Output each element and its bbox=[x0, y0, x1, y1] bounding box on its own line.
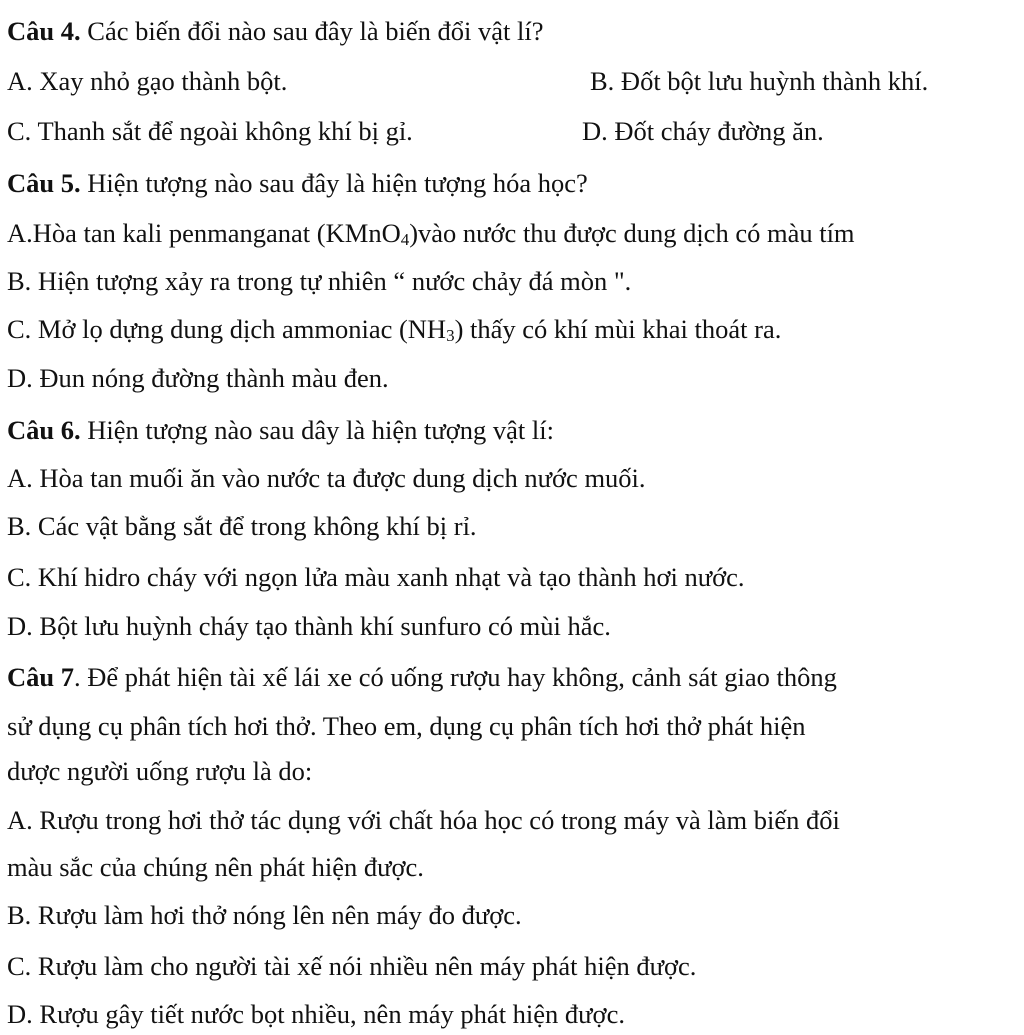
question-7-option-b: B. Rượu làm hơi thở nóng lên nên máy đo được. bbox=[7, 900, 522, 930]
question-7-option-a-line-1: A. Rượu trong hơi thở tác dụng với chất hóa học có trong máy và làm biến đổi bbox=[7, 805, 840, 835]
question-7-option-d: D. Rượu gây tiết nước bọt nhiều, nên máy phát hiện được. bbox=[7, 999, 625, 1029]
question-5-label: Câu 5. bbox=[7, 168, 81, 198]
question-4-option-d: D. Đốt cháy đường ăn. bbox=[582, 116, 824, 146]
question-5-option-d: D. Đun nóng đường thành màu đen. bbox=[7, 363, 389, 393]
question-5-option-c-pre: C. Mở lọ dựng dung dịch ammoniac (NH bbox=[7, 314, 447, 344]
question-5-stem bbox=[7, 166, 588, 200]
question-4-stem bbox=[7, 14, 544, 48]
question-5-option-a bbox=[7, 216, 855, 250]
question-6-option-c: C. Khí hidro cháy với ngọn lửa màu xanh nhạt và tạo thành hơi nước. bbox=[7, 562, 745, 592]
question-6-option-b: B. Các vật bằng sắt để trong không khí bị rỉ. bbox=[7, 511, 477, 541]
question-5-text: Hiện tượng nào sau đây là hiện tượng hóa học? bbox=[80, 168, 588, 198]
question-5-option-c bbox=[7, 312, 781, 346]
question-4-option-b: B. Đốt bột lưu huỳnh thành khí. bbox=[590, 66, 929, 96]
question-6-label: Câu 6. bbox=[7, 415, 81, 445]
question-4-text: Các biến đổi nào sau đây là biến đổi vật lí? bbox=[80, 16, 544, 46]
question-7-stem-line-3: dược người uống rượu là do: bbox=[7, 756, 313, 786]
question-6-stem bbox=[7, 413, 554, 447]
question-6-text: Hiện tượng nào sau dây là hiện tượng vật lí: bbox=[80, 415, 554, 445]
question-4-label: Câu 4. bbox=[7, 16, 81, 46]
question-7-stem-line-2: sử dụng cụ phân tích hơi thở. Theo em, dụng cụ phân tích hơi thở phát hiện bbox=[7, 711, 806, 741]
question-7-option-a-line-2: màu sắc của chúng nên phát hiện được. bbox=[7, 852, 424, 882]
question-6-option-d: D. Bột lưu huỳnh cháy tạo thành khí sunfuro có mùi hắc. bbox=[7, 611, 611, 641]
question-5-option-a-pre: A.Hòa tan kali penmanganat (KMnO bbox=[7, 218, 401, 248]
question-6-option-a: A. Hòa tan muối ăn vào nước ta được dung dịch nước muối. bbox=[7, 463, 646, 493]
question-4-option-a: A. Xay nhỏ gạo thành bột. bbox=[7, 66, 288, 96]
question-4-option-c: C. Thanh sắt để ngoài không khí bị gỉ. bbox=[7, 116, 413, 146]
question-7-text-line-1: . Để phát hiện tài xế lái xe có uống rượu hay không, cảnh sát giao thông bbox=[74, 662, 837, 692]
question-5-option-c-subscript: 3 bbox=[446, 326, 455, 345]
question-5-option-b: B. Hiện tượng xảy ra trong tự nhiên “ nước chảy đá mòn ". bbox=[7, 266, 632, 296]
question-5-option-a-subscript: 4 bbox=[400, 230, 410, 249]
question-7-option-c: C. Rượu làm cho người tài xế nói nhiều nên máy phát hiện được. bbox=[7, 951, 697, 981]
question-7-label: Câu 7 bbox=[7, 662, 75, 692]
question-5-option-a-post: )vào nước thu được dung dịch có màu tím bbox=[409, 218, 855, 248]
question-5-option-c-post: ) thấy có khí mùi khai thoát ra. bbox=[454, 314, 782, 344]
question-7-stem-line-1 bbox=[7, 660, 837, 694]
